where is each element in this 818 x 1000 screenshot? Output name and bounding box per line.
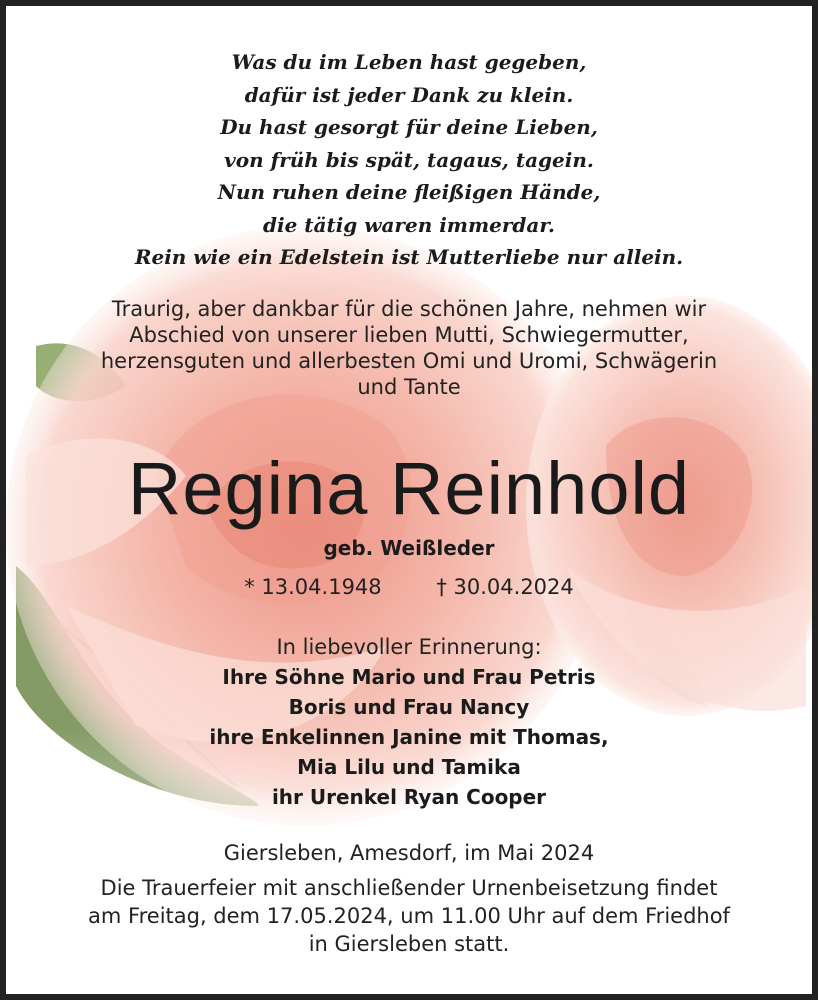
intro-line: und Tante: [357, 375, 461, 399]
mourner-line: Mia Lilu und Tamika: [297, 755, 521, 779]
mourner-line: ihr Urenkel Ryan Cooper: [271, 785, 547, 809]
memory-heading: In liebevoller Erinnerung:: [276, 635, 542, 659]
service-line: am Freitag, dem 17.05.2024, um 11.00 Uhr auf dem Friedhof: [88, 904, 730, 928]
poem-block: [6, 46, 812, 274]
birth-date: * 13.04.1948: [244, 575, 382, 599]
mourners-list: [6, 662, 812, 812]
poem-line: dafür ist jeder Dank zu klein.: [244, 82, 574, 107]
place-and-date: Giersleben, Amesdorf, im Mai 2024: [223, 841, 595, 865]
mourner-line: ihre Enkelinnen Janine mit Thomas,: [209, 725, 609, 749]
intro-text: [6, 296, 812, 400]
funeral-service-notice: [6, 874, 812, 958]
mourner-line: Ihre Söhne Mario und Frau Petris: [222, 665, 596, 689]
mourner-line: Boris und Frau Nancy: [288, 695, 530, 719]
obituary-content: [6, 6, 812, 994]
maiden-name: geb. Weißleder: [323, 536, 495, 560]
intro-line: Abschied von unserer lieben Mutti, Schwiegermutter,: [129, 323, 689, 347]
poem-line: Nun ruhen deine fleißigen Hände,: [217, 180, 601, 204]
intro-line: herzensguten und allerbesten Omi und Uromi, Schwägerin: [100, 349, 718, 373]
service-line: Die Trauerfeier mit anschließender Urnenbeisetzung findet: [100, 876, 718, 900]
death-date: † 30.04.2024: [436, 575, 574, 599]
life-dates: [6, 572, 812, 602]
service-line: in Giersleben statt.: [308, 932, 510, 956]
poem-line: die tätig waren immerdar.: [263, 212, 555, 237]
poem-line: Rein wie ein Edelstein ist Mutterliebe nur allein.: [134, 245, 684, 269]
poem-line: Was du im Leben hast gegeben,: [231, 50, 587, 74]
intro-line: Traurig, aber dankbar für die schönen Jahre, nehmen wir: [111, 297, 707, 321]
deceased-name: Regina Reinhold: [127, 447, 691, 530]
poem-line: von früh bis spät, tagaus, tagein.: [224, 147, 594, 172]
poem-line: Du hast gesorgt für deine Lieben,: [220, 115, 598, 139]
